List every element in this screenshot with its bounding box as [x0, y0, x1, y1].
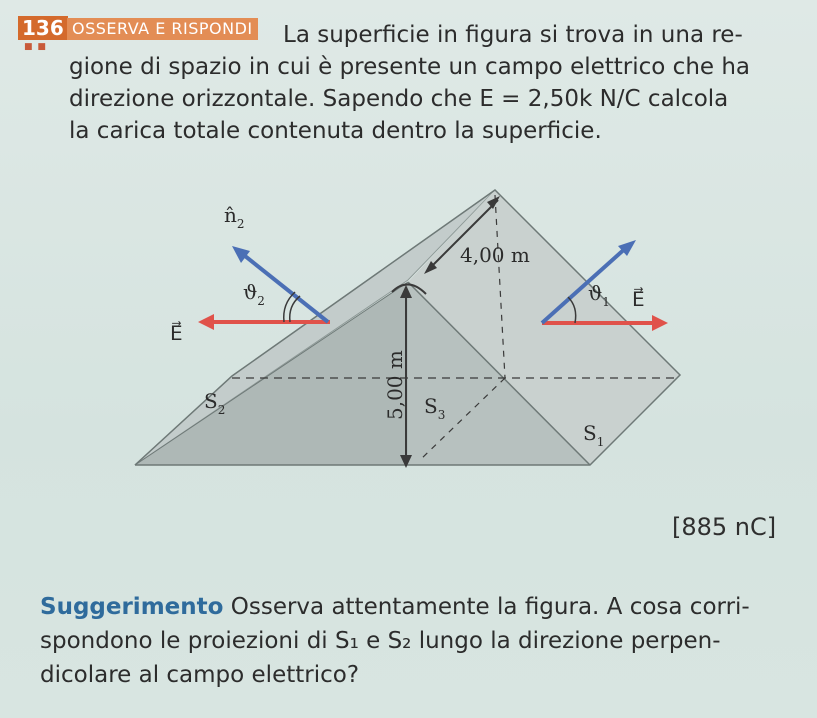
difficulty-dots: ■ ■	[24, 42, 47, 52]
problem-text-line: direzione orizzontale. Sapendo che E = 2,50k N/C calcola	[69, 86, 729, 112]
theta1-label: $ϑ_1$	[588, 281, 610, 309]
dim-vertical-label: 5,00 m	[383, 350, 407, 420]
s3-label: $S_3$	[424, 394, 446, 422]
problem-tag: OSSERVA E RISPONDI	[67, 18, 258, 40]
s1-label: $S_1$	[583, 421, 605, 449]
dim-top-label: 4,00 m	[460, 243, 530, 267]
theta2-label: $ϑ_2$	[243, 280, 265, 308]
hint-label: Suggerimento	[40, 594, 224, 620]
hint-text-line: Osserva attentamente la figura. A cosa corri-	[223, 594, 750, 620]
n2-label: $n̂_2$	[224, 203, 245, 231]
s2-label: $S_2$	[204, 389, 226, 417]
hint-text-line: dicolare al campo elettrico?	[40, 662, 360, 688]
field-arrowhead-right	[652, 315, 668, 331]
problem-text-line: gione di spazio in cui è presente un campo elettrico che ha	[69, 54, 751, 80]
e-label-right: E⃗	[632, 287, 645, 311]
e-label-left: E⃗	[170, 321, 183, 345]
answer: [885 nC]	[672, 513, 777, 541]
problem-number: 136	[18, 16, 68, 40]
problem-text-line: La superficie in figura si trova in una re-	[283, 22, 743, 48]
normal-arrowhead-n2	[232, 246, 250, 263]
field-arrowhead-left	[198, 314, 214, 330]
hint-text-line: spondono le proiezioni di S₁ e S₂ lungo la direzione perpen-	[40, 628, 721, 654]
problem-text-line: la carica totale contenuta dentro la superficie.	[69, 118, 602, 144]
hint	[40, 590, 800, 692]
